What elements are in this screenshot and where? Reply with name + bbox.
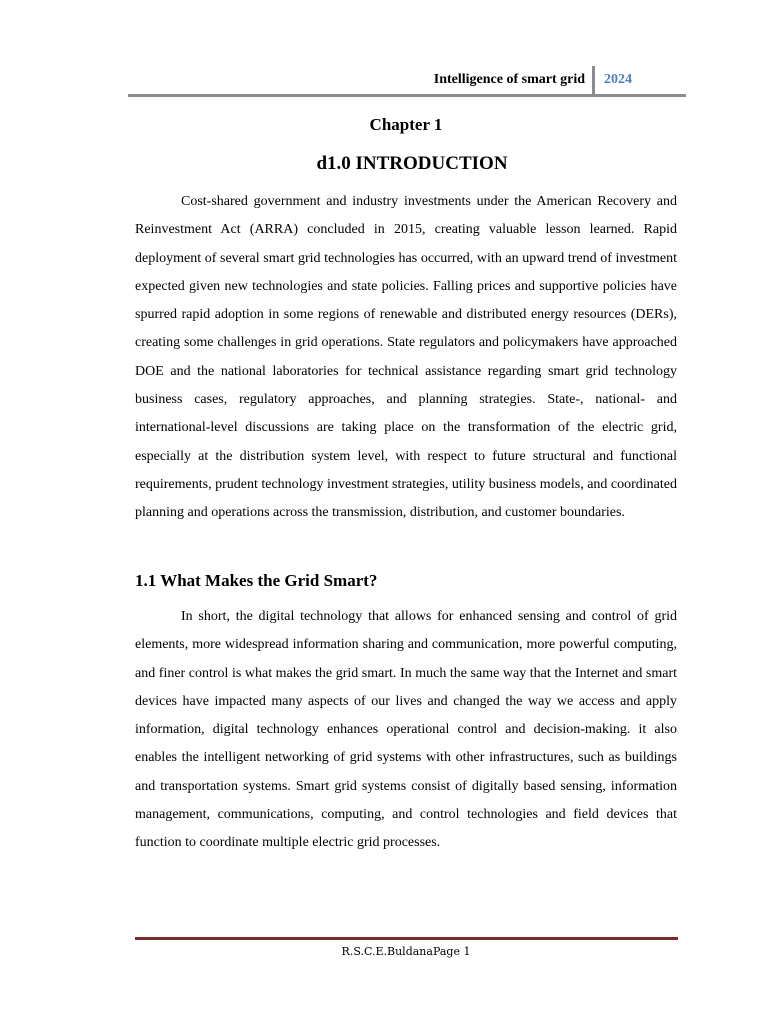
header-rule [128,94,686,97]
header-divider [592,66,595,95]
section-heading: 1.1 What Makes the Grid Smart? [135,571,378,590]
header-year: 2024 [604,72,632,87]
intro-paragraph: Cost-shared government and industry investments under the American Recovery and Reinvestment Act (ARRA) concluded in 2015, creating valuable lesson learned. Rapid deployment of several smart grid technologies has occurred, with an upward trend of investment expected given new technologies and state policies. Falling prices and supportive policies have spurred rapid adoption in some regions of renewable and distributed energy resources (DERs), creating some challenges in grid operations. State regulators and policymakers have approached DOE and the national laboratories for technical assistance regarding smart grid technology business cases, regulatory approaches, and planning strategies. State-, national- and international-level discussions are taking place on the transformation of the electric grid, especially at the distribution system level, with respect to future structural and functional requirements, prudent technology investment strategies, utility business models, and coordinated planning and operations across the transmission, distribution, and customer boundaries. [135,194,677,521]
page-header [128,64,686,94]
section-paragraph: In short, the digital technology that allows for enhanced sensing and control of grid elements, more widespread information sharing and communication, more powerful computing, and finer control is what makes the grid smart. In much the same way that the Internet and smart devices have impacted many aspects of our lives and changed the way we access and apply information, digital technology enhances operational control and decision-making. it also enables the intelligent networking of grid systems with other infrastructures, such as buildings and transportation systems. Smart grid systems consist of digitally based sensing, information management, communications, computing, and control technologies and field devices that function to coordinate multiple electric grid processes. [135,609,677,851]
footer-rule [135,937,678,940]
chapter-label: Chapter 1 [369,115,443,134]
page-footer: R.S.C.E.BuldanaPage 1 [341,945,471,958]
chapter-title: d1.0 INTRODUCTION [316,153,508,174]
header-title: Intelligence of smart grid [433,72,585,87]
